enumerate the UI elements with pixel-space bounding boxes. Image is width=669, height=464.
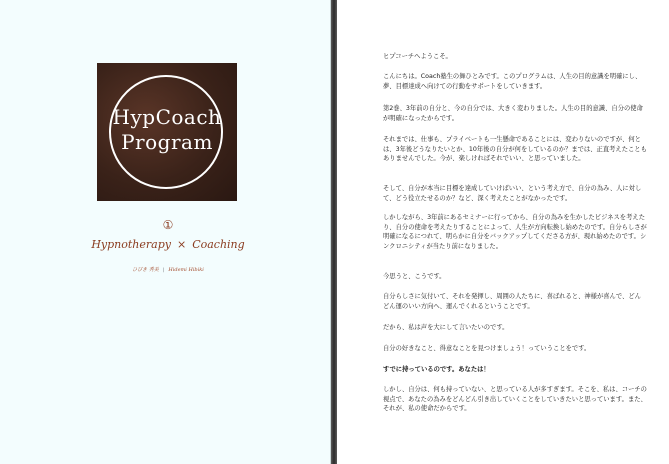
- paragraph-now: 今思うと、こうです。: [383, 273, 446, 280]
- paragraph-goals: そして、自分が本当に目標を達成していけばいい、という考え方で、自分の為み、人に対して、どう役立たせるのか？など、深く考えたことがなかったです。: [383, 185, 642, 202]
- paragraph-before: それまでは、仕事も、プライベートも一生懸命であることには、変わりないのですが、何とは、3年後どうなりたいとか、10年後の自分が何をしているのか？までは、正直考えたこともありませんでした。今が、楽しければそれでいい、と思っていました。: [383, 136, 647, 162]
- author-line: [0, 266, 331, 273]
- paragraph-greeting: ヒプコーチへようこそ。: [383, 53, 452, 60]
- paragraph-emphasis: すでに持っているのです。あなたは！: [383, 366, 490, 373]
- paragraph-voice: だから、私は声を大にして言いたいのです。: [383, 324, 509, 331]
- cover-page: [0, 0, 331, 464]
- paragraph-find: 自分の好きなこと、得意なことを見つけましょう！っていうことをです。: [383, 345, 591, 352]
- paragraph-god: 自分らしさに気付いて、それを発揮し、周囲の人たちに、喜ばれると、神様が喜んで、どんどん運のいい方向へ、運んでくれるということです。: [383, 293, 641, 310]
- series-title-left: Hypnotherapy: [91, 238, 171, 251]
- author-divider: |: [162, 267, 165, 273]
- volume-number: ①: [162, 218, 174, 232]
- paragraph-seminar: しかしながら、3年前にあるセミナーに行ってから、自分の為みを生かしたビジネスを考えたり、自分の使命を考えたりすることによって、人生が方向転換し始めたのです。自分らしさが明確になるにつれて、明らかに自分をバックアップしてくださる方が、現れ始めたのです。シンクロニシティが当たり前になりました。: [383, 214, 647, 250]
- logo-text-line-2: Program: [121, 130, 213, 154]
- series-title-right: Coaching: [192, 238, 245, 251]
- paragraph-intro: こんにちは。Coach塾生の舞ひとみです。このプログラムは、人生の目的意識を明確にし、夢、目標達成へ向けての行動をサポートをしていきます。: [383, 73, 642, 90]
- series-title: [0, 238, 331, 251]
- paragraph-mission: しかし、自分は、何も持っていない、と思っている人が多すぎます。そこを、私は、コーチの視点で、あなたの為みをどんどん引き出していくことをしていきたいと思っています。また、それが、私の使命だからです。: [383, 386, 647, 412]
- logo-text-line-1: HypCoach: [112, 105, 222, 129]
- program-logo: [97, 63, 237, 201]
- series-title-separator: ×: [176, 238, 187, 251]
- author-name-ja: ひびき 秀美: [132, 267, 159, 273]
- paragraph-change: 第2巻、3年前の自分と、今の自分では、大きく変わりました。人生の目的意識、自分の使命が明確になったからです。: [383, 105, 643, 122]
- author-name-en: Hidemi Hibiki: [168, 267, 204, 273]
